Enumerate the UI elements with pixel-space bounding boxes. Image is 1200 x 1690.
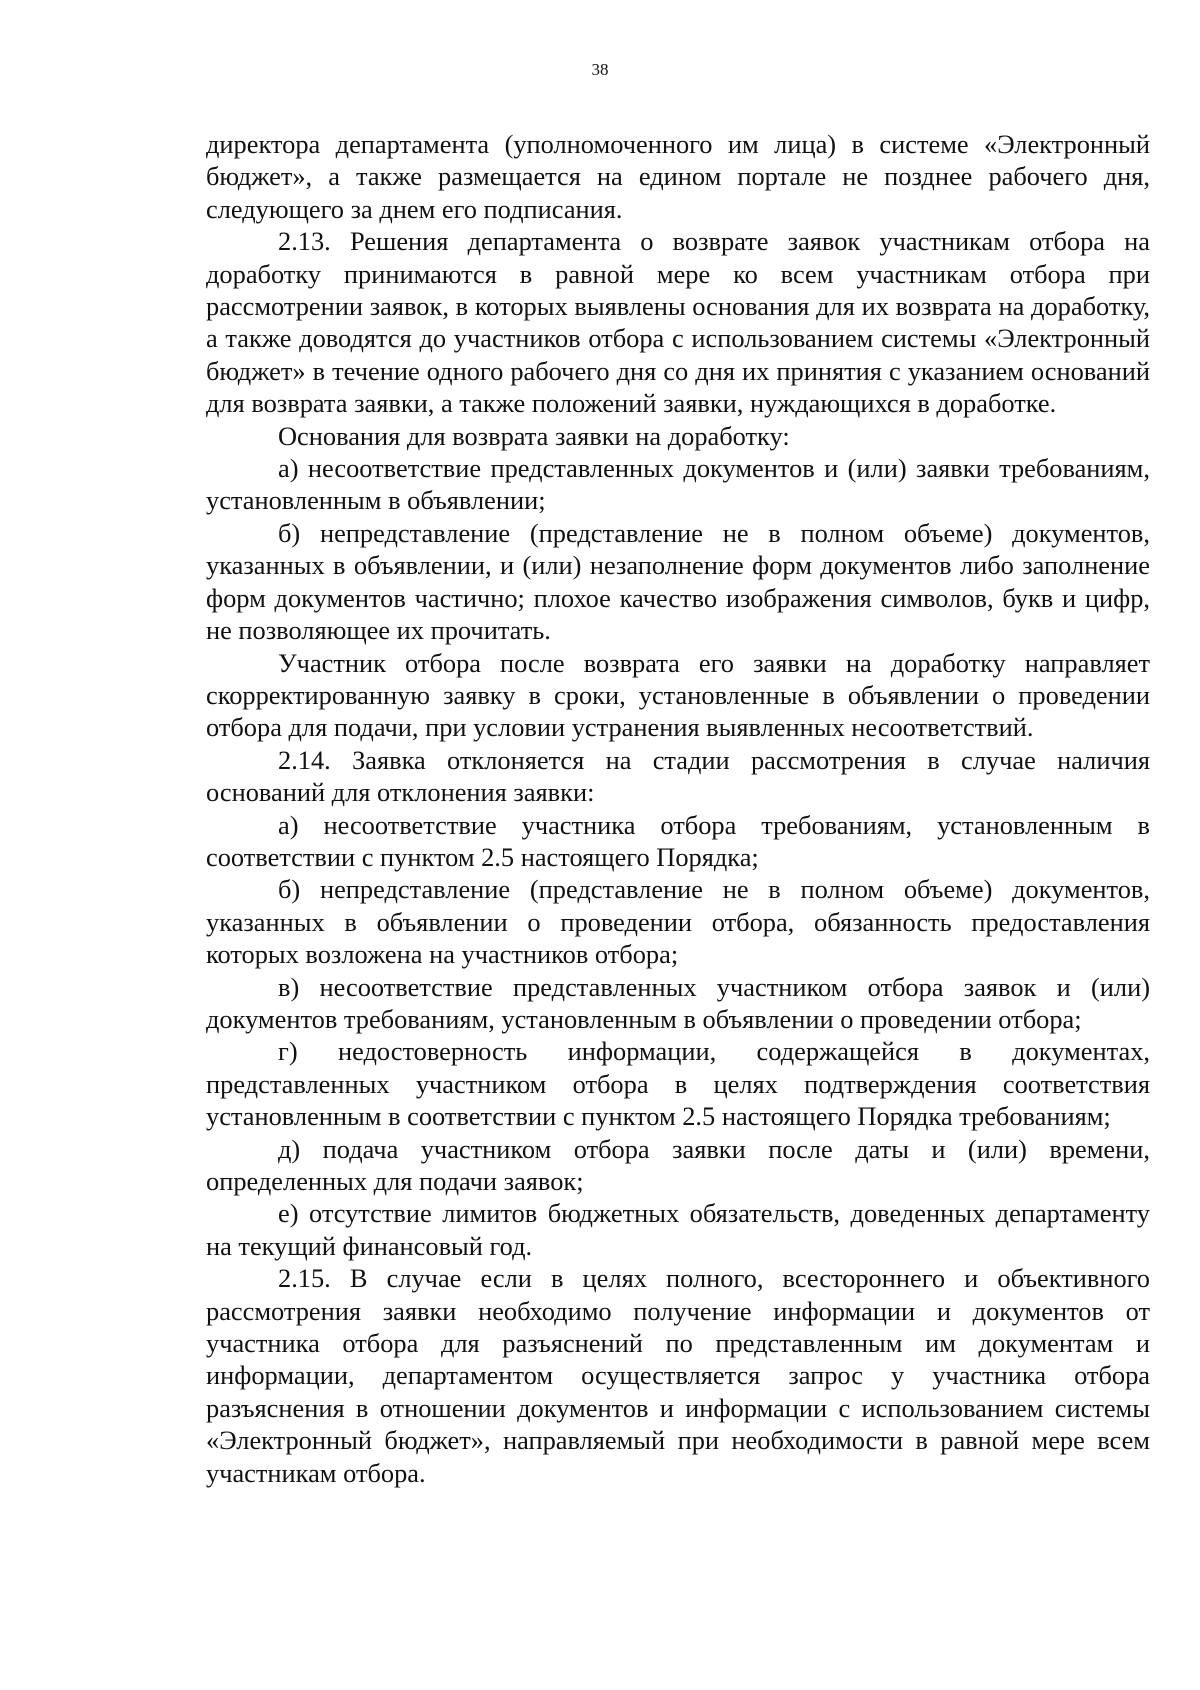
- paragraph-2-14: 2.14. Заявка отклоняется на стадии рассмотрения в случае наличия оснований для отклонения заявки:: [206, 744, 1150, 808]
- list-item-reject-v: в) несоответствие представленных участником отбора заявок и (или) документов требованиям, установленным в объявлении о проведении отбора;: [206, 971, 1150, 1034]
- paragraph-resubmission: Участник отбора после возврата его заявки на доработку направляет скорректированную заявку в сроки, установленные в объявлении о проведении отбора для подачи, при условии устранения выявленных несоответствий.: [206, 647, 1150, 743]
- page-number: 38: [591, 60, 609, 79]
- paragraph-2-15: 2.15. В случае если в целях полного, всестороннего и объективного рассмотрения заявки необходимо получение информации и документов от участника отбора для разъяснений по представленным им документам и информации, департаментом осуществляется запрос у участника отбора разъяснения в отношении документов и информации с использованием системы «Электронный бюджет», направляемый при необходимости в равной мере всем участникам отбора.: [206, 1263, 1150, 1488]
- list-item-reject-a: а) несоответствие участника отбора требованиям, установленным в соответствии с пунктом 2.5 настоящего Порядка;: [206, 809, 1150, 872]
- paragraph-return-grounds-heading: Основания для возврата заявки на доработку:: [278, 420, 790, 451]
- list-item-return-b: б) непредставление (представление не в полном объеме) документов, указанных в объявлении, и (или) незаполнение форм документов либо заполнение форм документов частично; плохое качество изображения символов, букв и цифр, не позволяющее их прочитать.: [206, 517, 1150, 646]
- list-item-reject-g: г) недостоверность информации, содержащейся в документах, представленных участником отбора в целях подтверждения соответствия установленным в соответствии с пунктом 2.5 настоящего Порядка требованиям;: [206, 1036, 1150, 1132]
- list-item-reject-b: б) непредставление (представление не в полном объеме) документов, указанных в объявлении о проведении отбора, обязанность предоставления которых возложена на участников отбора;: [206, 874, 1150, 970]
- list-item-reject-e: е) отсутствие лимитов бюджетных обязательств, доведенных департаменту на текущий финансовый год.: [206, 1198, 1150, 1261]
- paragraph-2-13: 2.13. Решения департамента о возврате заявок участникам отбора на доработку принимаются в равной мере ко всем участникам отбора при рассмотрении заявок, в которых выявлены основания для их возврата на доработку, а также доводятся до участников отбора с использованием системы «Электронный бюджет» в течение одного рабочего дня со дня их принятия с указанием оснований для возврата заявки, а также положений заявки, нуждающихся в доработке.: [206, 226, 1150, 419]
- paragraph-continuation: директора департамента (уполномоченного им лица) в системе «Электронный бюджет», а также размещается на едином портале не позднее рабочего дня, следующего за днем его подписания.: [206, 129, 1150, 224]
- list-item-reject-d: д) подача участником отбора заявки после даты и (или) времени, определенных для подачи заявок;: [206, 1133, 1150, 1196]
- list-item-return-a: а) несоответствие представленных документов и (или) заявки требованиям, установленным в объявлении;: [206, 453, 1150, 516]
- document-body: [206, 128, 1150, 1489]
